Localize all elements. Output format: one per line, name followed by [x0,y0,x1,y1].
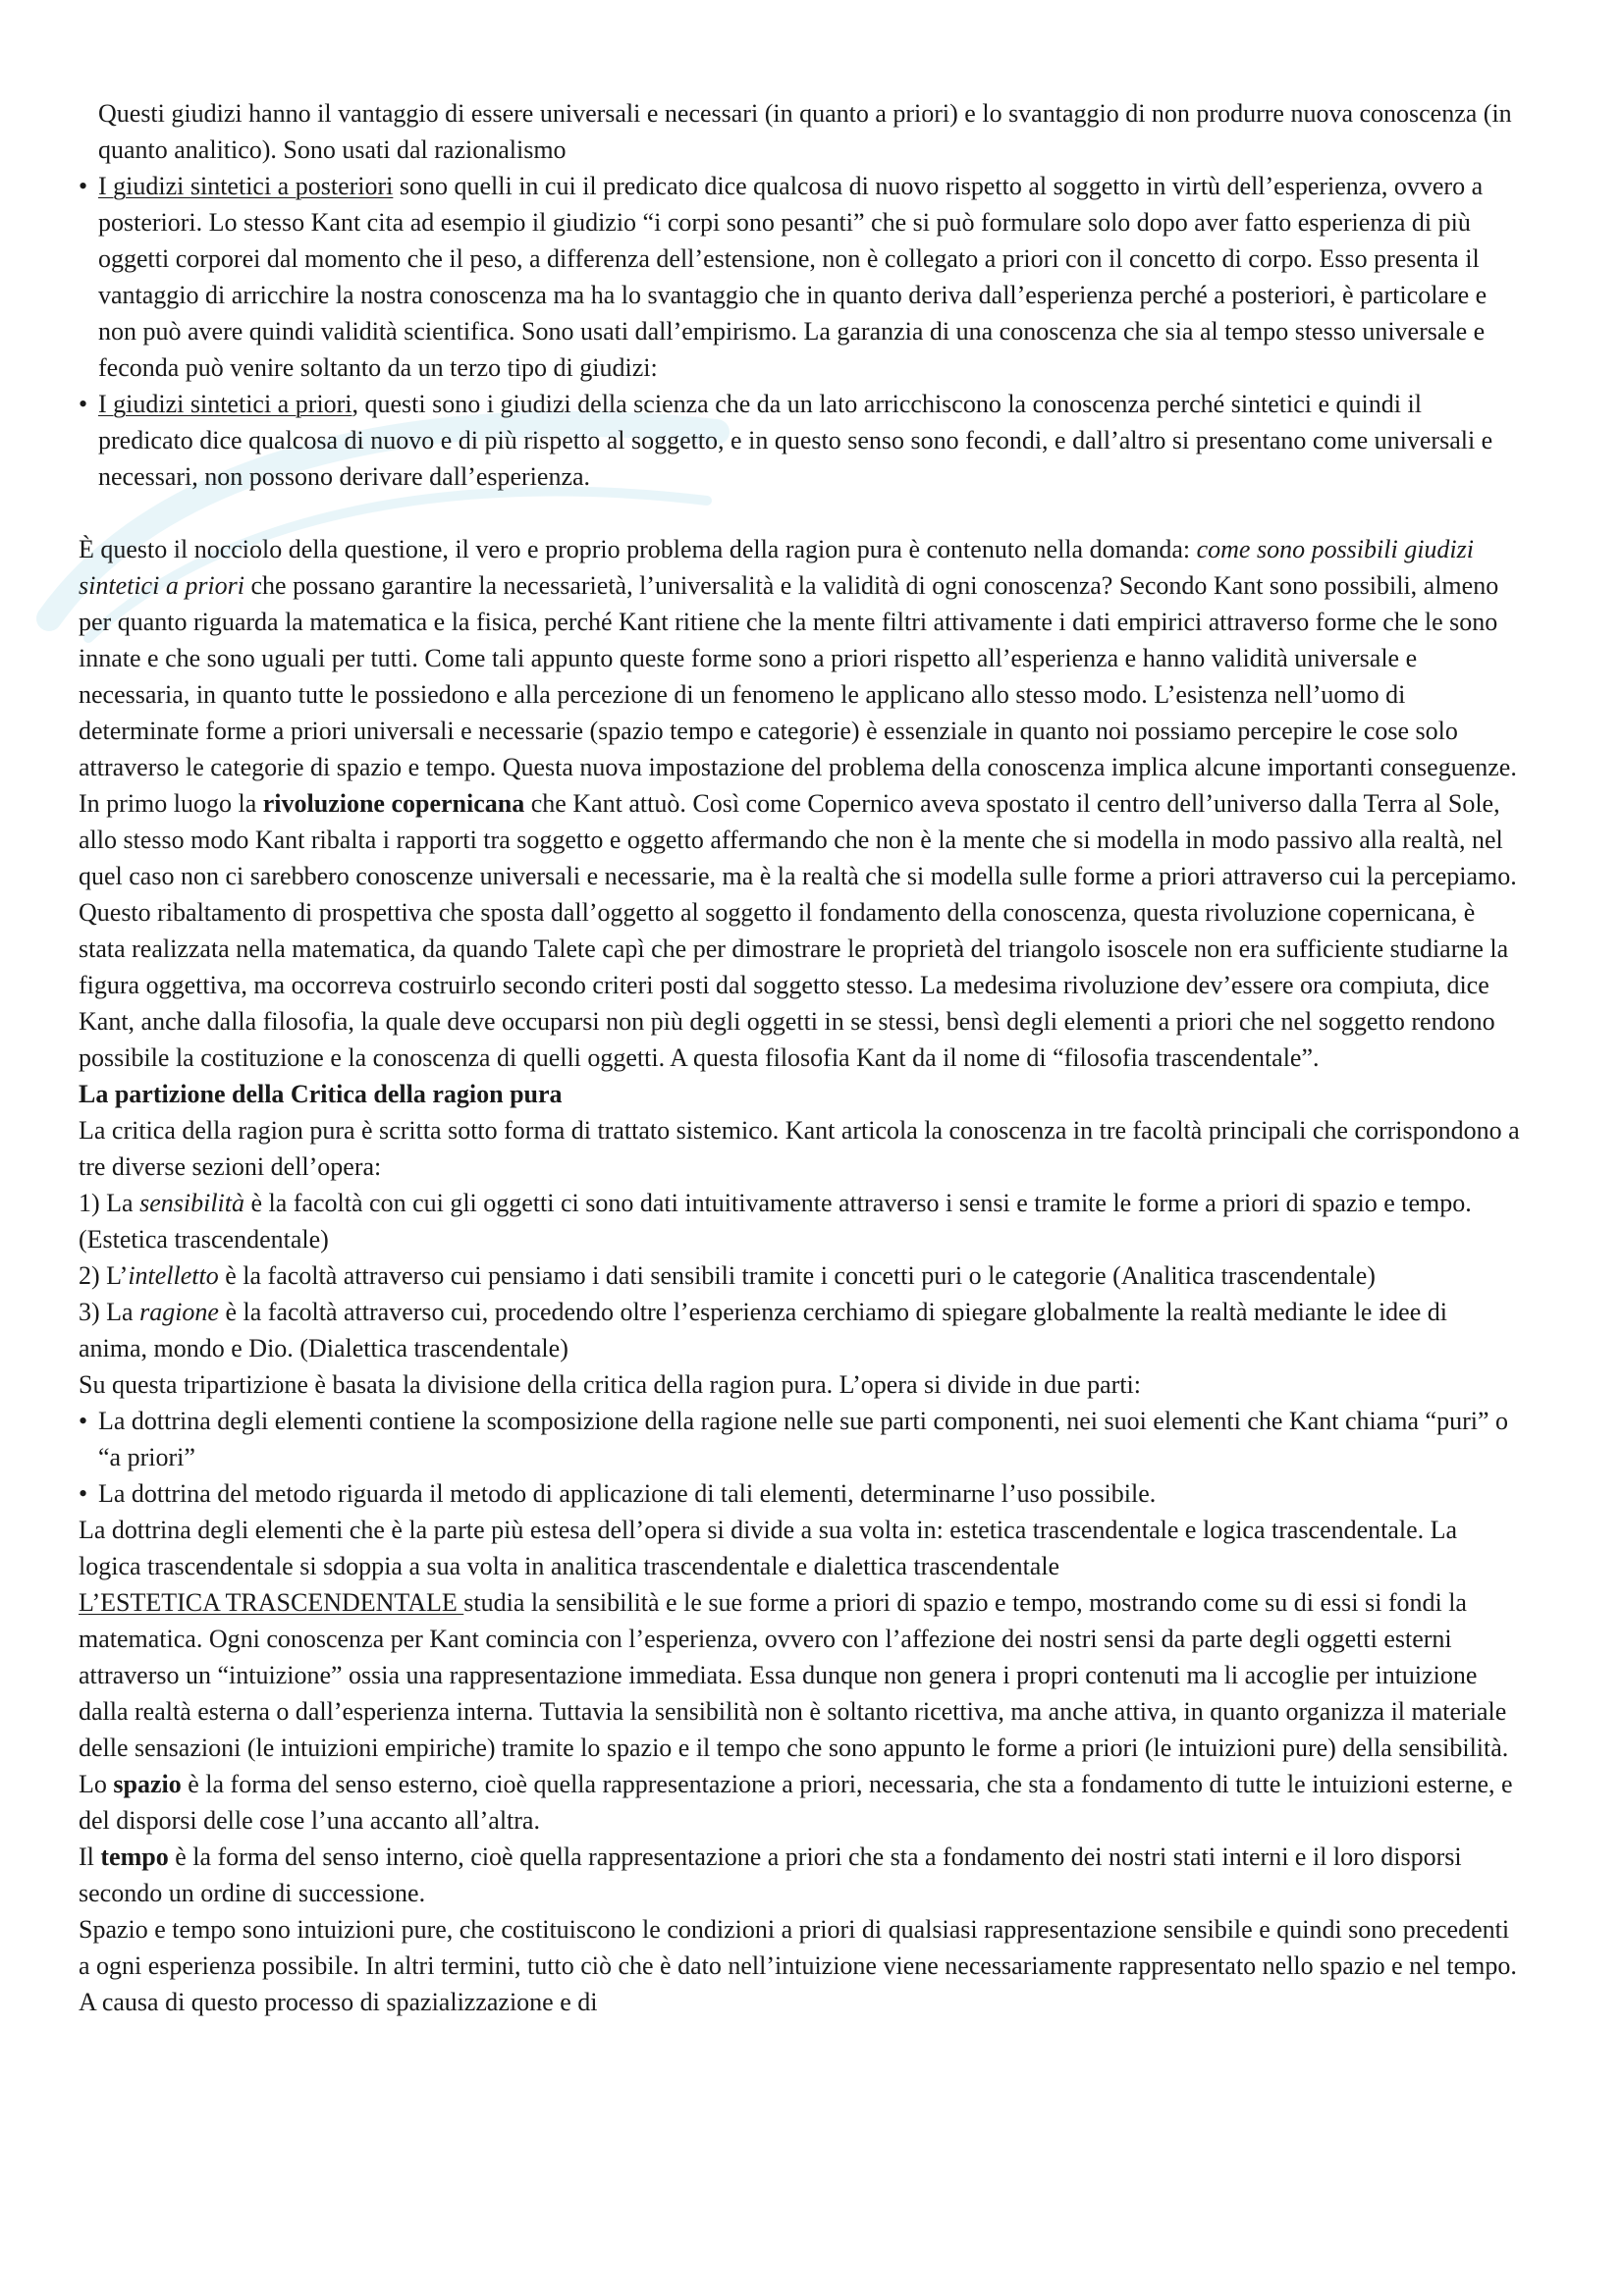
paragraph-gap [79,495,1522,531]
section-heading: La partizione della Critica della ragion pura [79,1080,563,1108]
text-run: è la facoltà attraverso cui pensiamo i dati sensibili tramite i concetti puri o le categorie (Analitica trascendentale) [218,1261,1376,1290]
term-estetica-trascendentale: L’ESTETICA TRASCENDENTALE [79,1588,464,1617]
italic-term: ragione [139,1298,219,1326]
text-run: studia la sensibilità e le sue forme a priori di spazio e tempo, mostrando come su di essi si fondi la matematica. Ogni conoscenza per Kant comincia con l’esperienza, ovvero con l’affezione dei nostri sensi da parte degli oggetti esterni attraverso un “intuizione” ossia una rappresentazione immediata. Essa dunque non genera i propri contenuti ma li accoglie per intuizione dalla realtà esterna o dall’esperienza interna. Tuttavia la sensibilità non è soltanto ricettiva, ma anche attiva, in quanto organizza il materiale delle sensazioni (le intuizioni empiriche) tramite lo spazio e il tempo che sono appunto le forme a priori (le intuizioni pure) della sensibilità. [79,1588,1509,1762]
paragraph-estetica [79,1584,1522,1766]
paragraph-tempo [79,1839,1522,1911]
document-page [79,95,1522,2020]
bold-spazio: spazio [113,1770,182,1798]
term-sintetici-a-posteriori: I giudizi sintetici a posteriori [98,172,394,200]
bullet-text: sono quelli in cui il predicato dice qualcosa di nuovo rispetto al soggetto in virtù dell’esperienza, ovvero a posteriori. Lo stesso Kant cita ad esempio il giudizio “i corpi sono pesanti” che si può formulare solo dopo aver fatto esperienza di più oggetti corporei dal momento che il peso, a differenza dell’estensione, non è collegato a priori con il concetto di corpo. Esso presenta il vantaggio di arricchire la nostra conoscenza ma ha lo svantaggio che in quanto deriva dall’esperienza perché a posteriori, è particolare e non può avere quindi validità scientifica. Sono usati dall’empirismo. La garanzia di una conoscenza che sia al tempo stesso universale e feconda può venire soltanto da un terzo tipo di giudizi: [98,172,1488,382]
text-run: che Kant attuò. Così come Copernico aveva spostato il centro dell’universo dalla Terra al Sole, allo stesso modo Kant ribalta i rapporti tra soggetto e oggetto affermando che non è la mente che si modella in modo passivo alla realtà, nel quel caso non ci sarebbero conoscenze universali e necessarie, ma è la realtà che si modella sulle forme a priori attraverso cui la percepiamo. Questo ribaltamento di prospettiva che sposta dall’oggetto al soggetto il fondamento della conoscenza, questa rivoluzione copernicana, è stata realizzata nella matematica, da quando Talete capì che per dimostrare le proprietà del triangolo isoscele non era sufficiente studiarne la figura oggettiva, ma occorreva costruirlo secondo criteri posti dal soggetto stesso. La medesima rivoluzione dev’essere ora compiuta, dice Kant, anche dalla filosofia, la quale deve occuparsi non più degli oggetti in se stessi, bensì degli elementi a priori che nel soggetto rendono possibile la costituzione e la conoscenza di quelli oggetti. A questa filosofia Kant da il nome di “filosofia trascendentale”. [79,789,1517,1072]
paragraph-intuizioni-pure: Spazio e tempo sono intuizioni pure, che costituiscono le condizioni a priori di qualsiasi rappresentazione sensibile e quindi sono precedenti a ogni esperienza possibile. In altri termini, tutto ciò che è dato nell’intuizione viene necessariamente rappresentato nello spazio e nel tempo. A causa di questo processo di spazializzazione e di [79,1915,1517,2016]
bullet-text: La dottrina degli elementi contiene la scomposizione della ragione nelle sue parti componenti, nei suoi elementi che Kant chiama “puri” o “a priori” [98,1407,1508,1471]
paragraph-intro: Questi giudizi hanno il vantaggio di essere universali e necessari (in quanto a priori) e lo svantaggio di non produrre nuova conoscenza (in quanto analitico). Sono usati dal razionalismo [98,99,1512,164]
bullet-dot-icon [79,386,94,422]
bullet-dot-icon [79,1475,94,1512]
term-sintetici-a-priori: I giudizi sintetici a priori [98,390,352,418]
bullet-dot-icon [79,1403,94,1439]
text-run: che possano garantire la necessarietà, l’universalità e la validità di ogni conoscenza? Secondo Kant sono possibili, almeno per quanto riguarda la matematica e la fisica, perché Kant ritiene che la mente filtri attivamente i dati empirici attraverso forme che le sono innate e che sono uguali per tutti. Come tali appunto queste forme sono a priori rispetto all’esperienza e hanno validità universale e necessaria, in quanto tutte le possiedono e alla percezione di un fenomeno le applicano allo stesso modo. L’esistenza nell’uomo di determinate forme a priori universali e necessarie (spazio tempo e categorie) è essenziale in quanto noi possiamo percepire le cose solo attraverso le categorie di spazio e tempo. Questa nuova impostazione del problema della conoscenza implica alcune importanti conseguenze. In primo luogo la [79,571,1517,818]
bullet-dottrina-metodo [79,1475,1522,1512]
text-run: è la forma del senso esterno, cioè quella rappresentazione a priori, necessaria, che sta a fondamento di tutte le intuizioni esterne, e del disporsi delle cose l’una accanto all’altra. [79,1770,1513,1835]
numbered-item-1 [79,1185,1522,1257]
paragraph-nocciolo [79,531,1522,1076]
bullet-dottrina-elementi [79,1403,1522,1475]
text-run: è la facoltà attraverso cui, procedendo oltre l’esperienza cerchiamo di spiegare globalmente la realtà mediante le idee di anima, mondo e Dio. (Dialettica trascendentale) [79,1298,1447,1362]
bullet-text: La dottrina del metodo riguarda il metodo di applicazione di tali elementi, determinarne l’uso possibile. [98,1479,1157,1508]
text-run: 2) L’ [79,1261,129,1290]
text-run: È questo il nocciolo della questione, il vero e proprio problema della ragion pura è contenuto nella domanda: [79,535,1197,563]
text-run: Il [79,1842,101,1871]
bold-tempo: tempo [100,1842,169,1871]
bold-rivoluzione-copernicana: rivoluzione copernicana [262,789,525,818]
text-run: è la forma del senso interno, cioè quella rappresentazione a priori che sta a fondamento dei nostri stati interni e il loro disporsi secondo un ordine di successione. [79,1842,1462,1907]
text-run: Lo [79,1770,114,1798]
bullet-text: , questi sono i giudizi della scienza che da un lato arricchiscono la conoscenza perché sintetici e quindi il predicato dice qualcosa di nuovo e di più rispetto al soggetto, e in questo senso sono fecondi, e dall’altro si presentano come universali e necessari, non possono derivare dall’esperienza. [98,390,1493,491]
italic-term: intelletto [128,1261,219,1290]
paragraph-dottrina-elementi: La dottrina degli elementi che è la parte più estesa dell’opera si divide a sua volta in: estetica trascendentale e logica trascendentale. La logica trascendentale si sdoppia a sua volta in analitica trascendentale e dialettica trascendentale [79,1516,1458,1580]
bullet-dot-icon [79,168,94,204]
paragraph-tripartizione: Su questa tripartizione è basata la divisione della critica della ragion pura. L’opera si divide in due parti: [79,1370,1142,1399]
bullet-sintetici-a-posteriori [79,168,1522,386]
numbered-item-2 [79,1257,1522,1294]
paragraph-trattato: La critica della ragion pura è scritta sotto forma di trattato sistemico. Kant articola la conoscenza in tre facoltà principali che corrispondono a tre diverse sezioni dell’opera: [79,1116,1520,1181]
bullet-sintetici-a-priori [79,386,1522,495]
italic-question: come sono possibili giudizi sintetici a priori [79,535,1474,600]
italic-term: sensibilità [139,1189,244,1217]
text-run: 3) La [79,1298,140,1326]
paragraph-spazio [79,1766,1522,1839]
numbered-item-3 [79,1294,1522,1366]
text-run: è la facoltà con cui gli oggetti ci sono dati intuitivamente attraverso i sensi e tramite le forme a priori di spazio e tempo. (Estetica trascendentale) [79,1189,1472,1254]
text-run: 1) La [79,1189,140,1217]
